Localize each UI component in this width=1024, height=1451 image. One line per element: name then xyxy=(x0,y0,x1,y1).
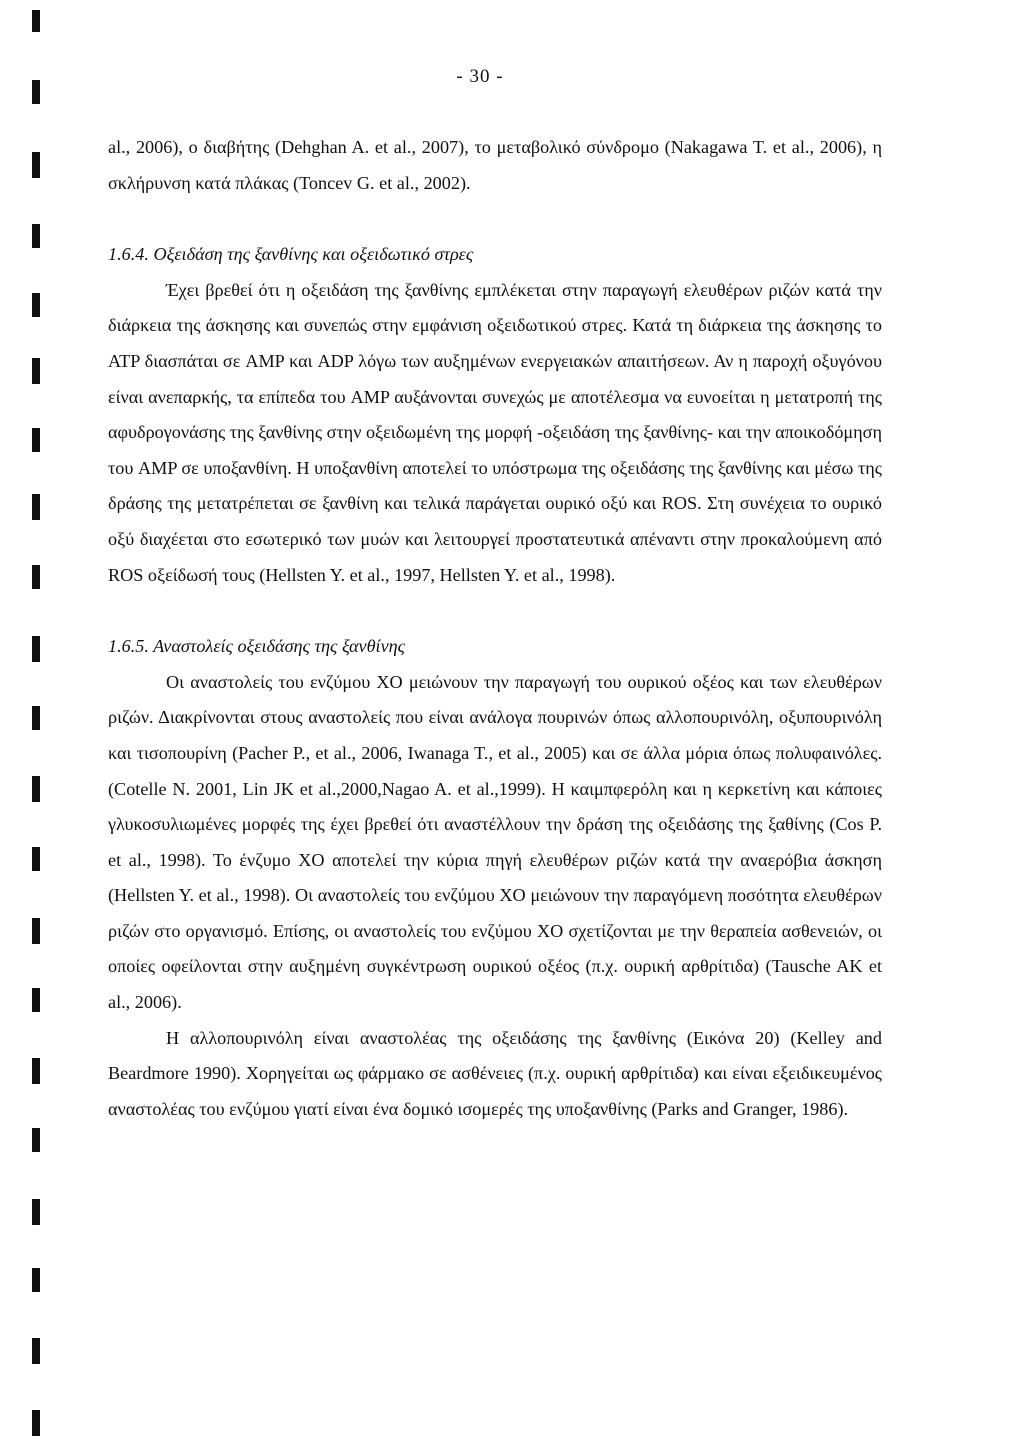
binding-marks xyxy=(0,0,60,1451)
binding-mark xyxy=(32,1058,40,1084)
spacer xyxy=(108,201,882,237)
document-body xyxy=(108,130,882,1127)
binding-mark xyxy=(32,847,40,871)
section-heading-1-6-4: 1.6.4. Οξειδάση της ξανθίνης και οξειδωτικό στρες xyxy=(108,244,474,265)
continuation-paragraph: al., 2006), ο διαβήτης (Dehghan A. et al., 2007), το μεταβολικό σύνδρομο (Nakagawa T. et al., 2006), η σκλήρυνση κατά πλάκας (Toncev G. et al., 2002). xyxy=(108,137,882,193)
page-number: - 30 - xyxy=(456,66,504,87)
section-1-6-5-paragraph-1: Οι αναστολείς του ενζύμου ΧΟ μειώνουν την παραγωγή του ουρικού οξέος και των ελευθέρων ριζών. Διακρίνονται στους αναστολείς που είναι ανάλογα πουρινών όπως αλλοπουρινόλη, οξυπουρινόλη και τισοπουρίνη (Pacher P., et al., 2006, Iwanaga T., et al., 2005) και σε άλλα μόρια όπως πολυφαινόλες. (Cotelle N. 2001, Lin JK et al.,2000,Nagao A. et al.,1999). Η καιμπφερόλη και η κερκετίνη και κάποιες γλυκοσυλιωμένες μορφές της έχει βρεθεί ότι αναστέλλουν την δράση της οξειδάσης της ξαθίνης (Cos P. et al., 1998). Το ένζυμο ΧΟ αποτελεί την κύρια πηγή ελευθέρων ριζών κατά την αναερόβια άσκηση (Hellsten Y. et al., 1998). Οι αναστολείς του ενζύμου ΧΟ μειώνουν την παραγόμενη ποσότητα ελευθέρων ριζών στο οργανισμό. Επίσης, οι αναστολείς του ενζύμου ΧΟ σχετίζονται με την θεραπεία ασθενειών, οι οποίες οφείλονται στην αυξημένη συγκέντρωση ουρικού οξέος (π.χ. ουρική αρθρίτιδα) (Tausche AK et al., 2006). xyxy=(108,671,882,1013)
binding-mark xyxy=(32,1268,40,1292)
binding-mark xyxy=(32,565,40,589)
binding-mark xyxy=(32,706,40,730)
section-heading-1-6-5: 1.6.5. Αναστολείς οξειδάσης της ξανθίνης xyxy=(108,636,406,657)
binding-mark xyxy=(32,224,40,248)
binding-mark xyxy=(32,988,40,1012)
binding-mark xyxy=(32,918,40,944)
binding-mark xyxy=(32,636,40,662)
binding-mark xyxy=(32,1410,40,1436)
binding-mark xyxy=(32,1199,40,1225)
binding-mark xyxy=(32,1338,40,1364)
section-1-6-5-paragraph-2: Η αλλοπουρινόλη είναι αναστολέας της οξειδάσης της ξανθίνης (Εικόνα 20) (Kelley and Beardmore 1990). Χορηγείται ως φάρμακο σε ασθένειες (π.χ. ουρική αρθρίτιδα) και είναι εξειδικευμένος αναστολέας του ενζύμου γιατί είναι ένα δομικό ισομερές της υποξανθίνης (Parks and Granger, 1986). xyxy=(108,1027,882,1119)
binding-mark xyxy=(32,152,40,178)
binding-mark xyxy=(32,10,40,32)
binding-mark xyxy=(32,428,40,452)
binding-mark xyxy=(32,494,40,520)
spacer xyxy=(108,593,882,629)
binding-mark xyxy=(32,1128,40,1152)
binding-mark xyxy=(32,358,40,384)
binding-mark xyxy=(32,776,40,802)
section-1-6-4-paragraph: Έχει βρεθεί ότι η οξειδάση της ξανθίνης εμπλέκεται στην παραγωγή ελευθέρων ριζών κατά την διάρκεια της άσκησης και συνεπώς στην εμφάνιση οξειδωτικού στρες. Κατά τη διάρκεια της άσκησης το ATP διασπάται σε AMP και ADP λόγω των αυξημένων ενεργειακών απαιτήσεων. Αν η παροχή οξυγόνου είναι ανεπαρκής, τα επίπεδα του AMP αυξάνονται συνεχώς με αποτέλεσμα να ευνοείται η μετατροπή της αφυδρογονάσης της ξανθίνης στην οξειδωμένη της μορφή -οξειδάση της ξανθίνης- και την αποικοδόμηση του AMP σε υποξανθίνη. Η υποξανθίνη αποτελεί το υπόστρωμα της οξειδάσης της ξανθίνης και μέσω της δράσης της μετατρέπεται σε ξανθίνη και τελικά παράγεται ουρικό οξύ και ROS. Στη συνέχεια το ουρικό οξύ διαχέεται στο εσωτερικό των μυών και λειτουργεί προστατευτικά απέναντι στην προκαλούμενη από ROS οξείδωσή τους (Hellsten Y. et al., 1997, Hellsten Y. et al., 1998). xyxy=(108,279,882,585)
binding-mark xyxy=(32,293,40,317)
